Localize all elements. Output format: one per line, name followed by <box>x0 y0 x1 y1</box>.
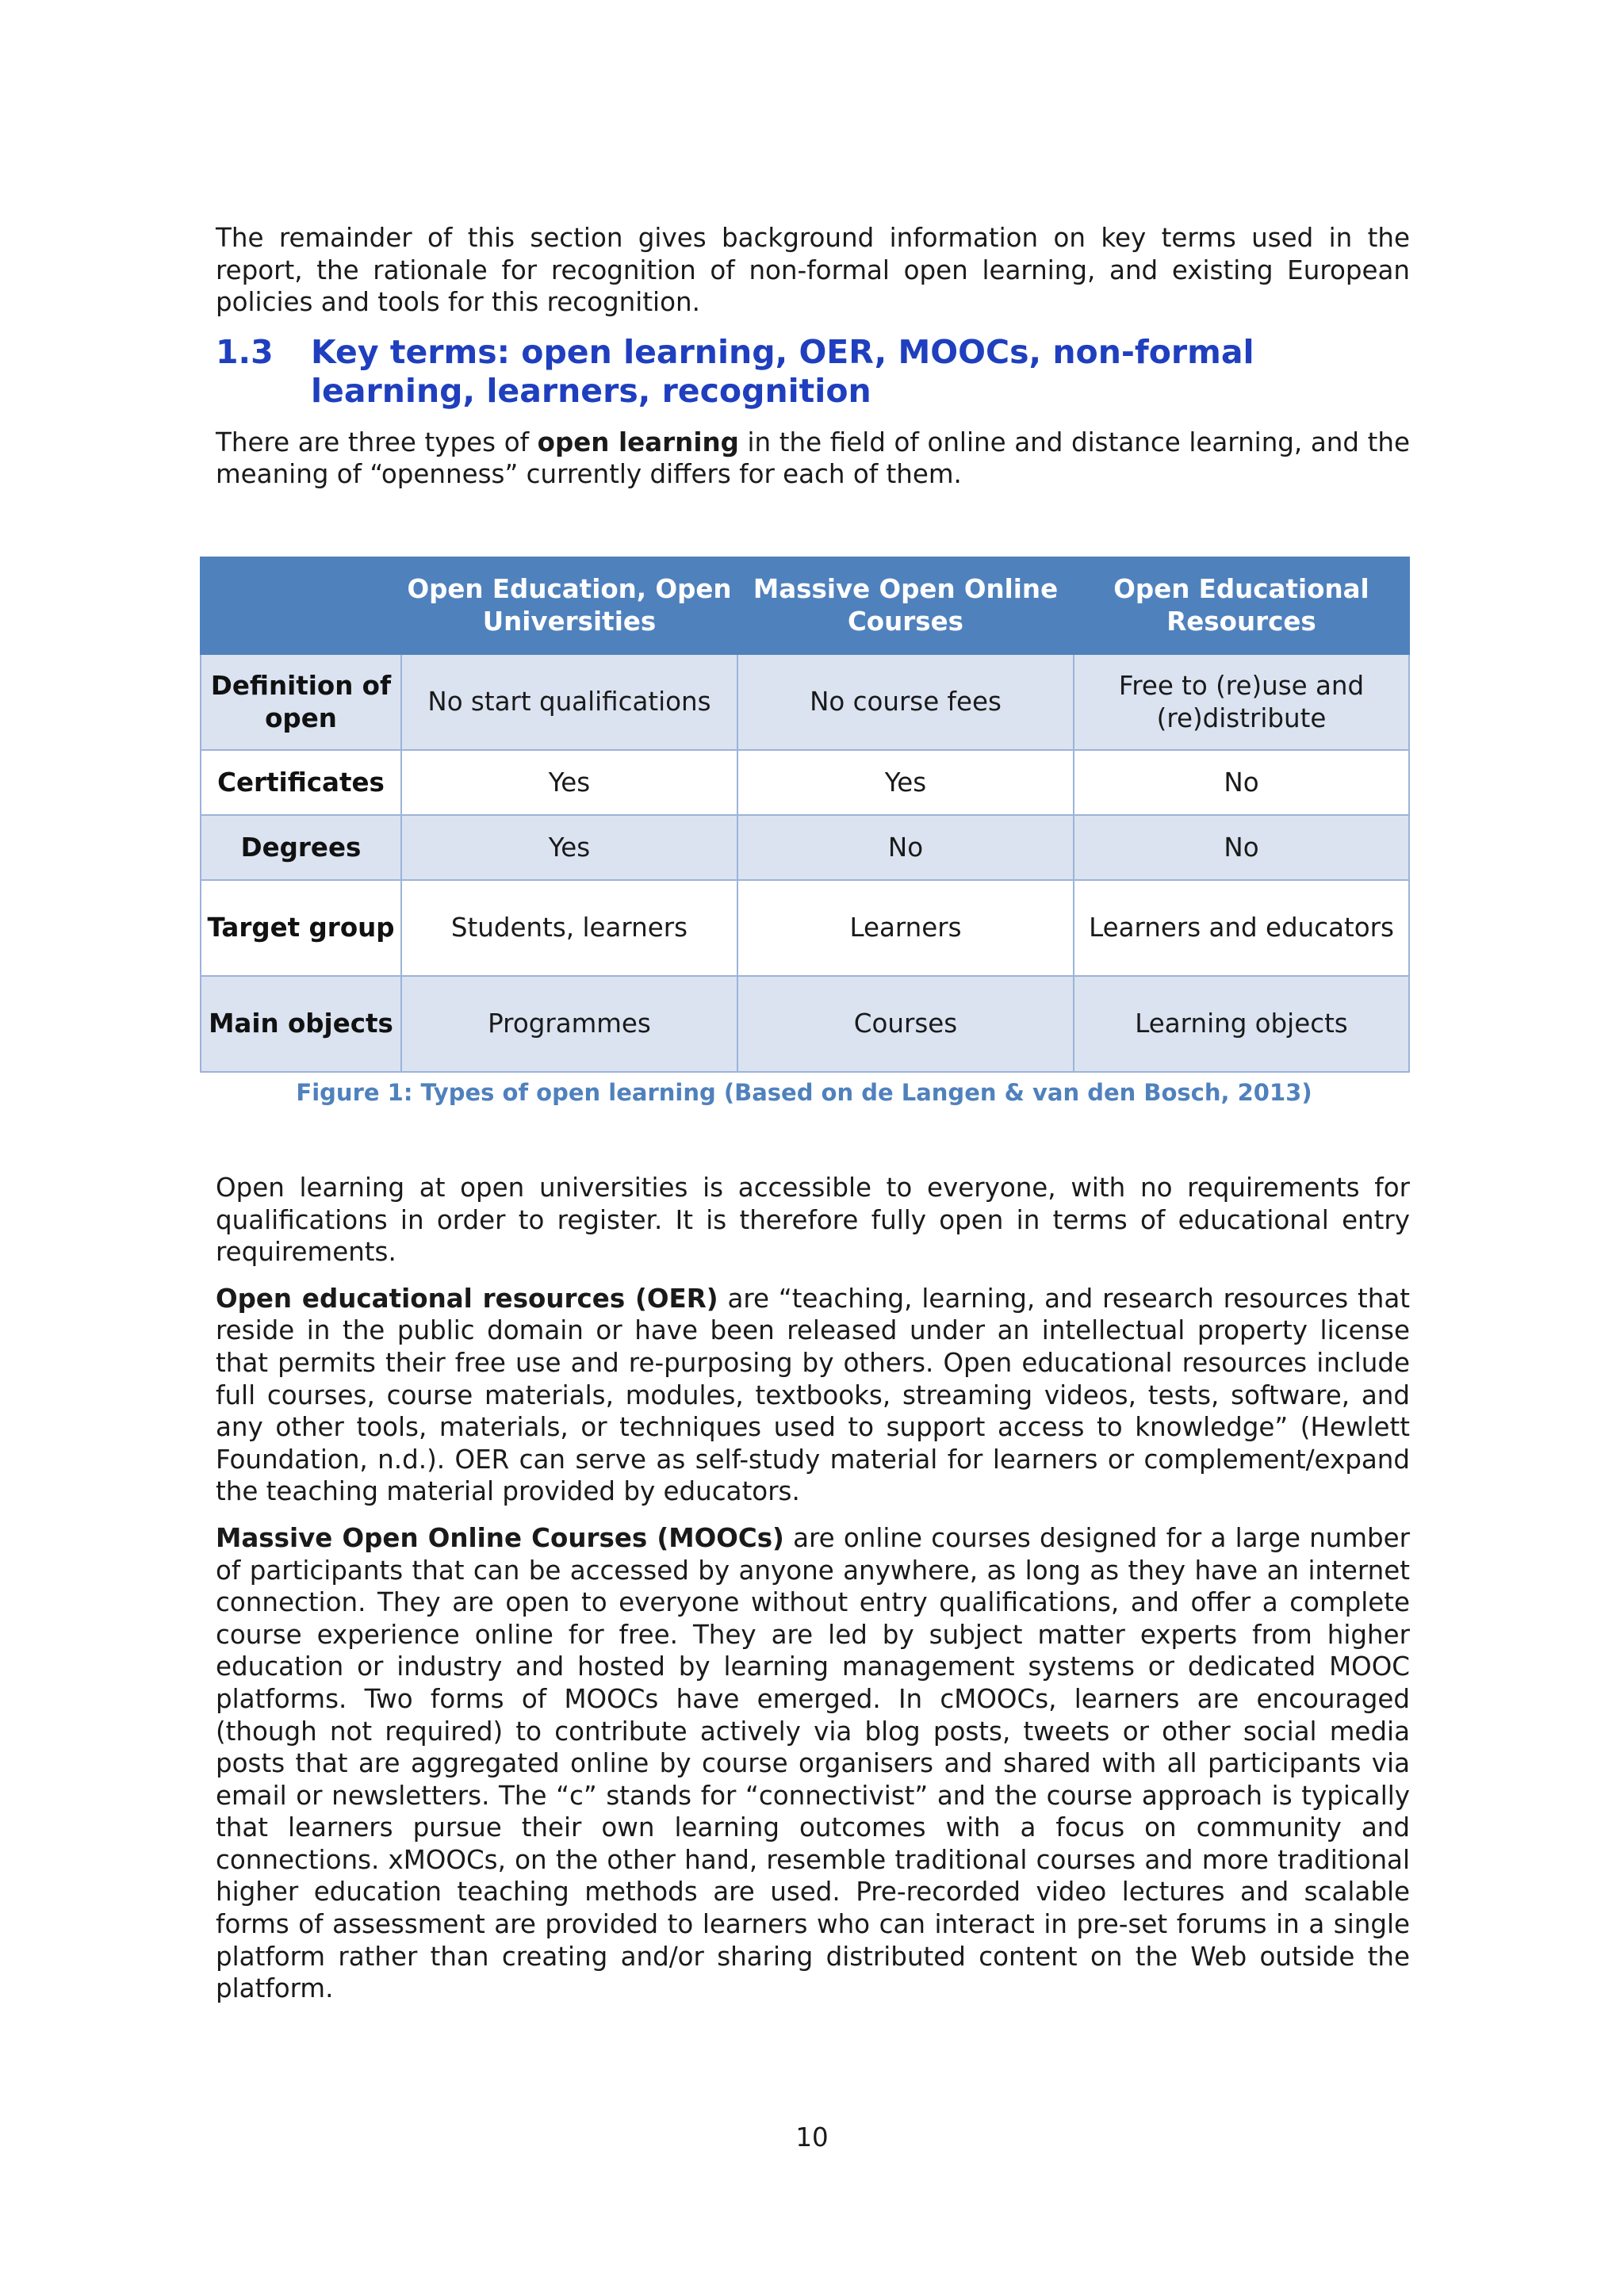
section-title: Key terms: open learning, OER, MOOCs, non-formal learning, learners, recognition <box>311 332 1254 410</box>
section-heading <box>216 333 1410 411</box>
table-row <box>201 976 1409 1072</box>
table-cell: Yes <box>401 750 737 815</box>
row-label: Target group <box>201 880 401 976</box>
intro-paragraph: The remainder of this section gives background information on key terms used in the report, the rationale for recognition of non-formal open learning, and existing European policies and tools for this recognition. <box>216 223 1410 318</box>
table-cell: Learning objects <box>1074 976 1409 1072</box>
term-oer: Open educational resources (OER) <box>216 1283 718 1314</box>
lead-text-before: There are three types of <box>216 427 538 457</box>
paragraph-oer <box>216 1283 1410 1508</box>
table-cell: No <box>1074 750 1409 815</box>
table-cell: Programmes <box>401 976 737 1072</box>
paragraph-moocs-text: are online courses designed for a large number of participants that can be accessed by anyone anywhere, as long as they have an internet connection. They are open to everyone without entry qualifications, and offer a complete course experience online for free. They are led by subject matter experts from higher education or industry and hosted by learning management systems or dedicated MOOC platforms. Two forms of MOOCs have emerged. In cMOOCs, learners are encouraged (though not required) to contribute actively via blog posts, tweets or other social media posts that are aggregated online by course organisers and shared with all participants via email or newsletters. The “c” stands for “connectivist” and the course approach is typically that learners pursue their own learning outcomes with a focus on community and connections. xMOOCs, on the other hand, resemble traditional courses and more traditional higher education teaching methods are used. Pre-recorded video lectures and scalable forms of assessment are provided to learners who can interact in pre-set forums in a single platform rather than creating and/or sharing distributed content on the Web outside the platform. <box>216 1522 1410 2004</box>
table-header-open-universities: Open Education, Open Universities <box>401 557 737 654</box>
lead-text-after: in the field of online and distance learning, and the meaning of “openness” currently differs for each of them. <box>216 427 1411 490</box>
paragraph-moocs <box>216 1522 1410 2005</box>
table-row <box>201 654 1409 750</box>
page-number: 10 <box>795 2122 829 2152</box>
table-cell: Courses <box>737 976 1074 1072</box>
table-header-row <box>201 557 1409 654</box>
table-row <box>201 815 1409 880</box>
table-cell: Free to (re)use and (re)distribute <box>1074 654 1409 750</box>
table-header-oer: Open Educational Resources <box>1074 557 1409 654</box>
row-label: Degrees <box>201 815 401 880</box>
table-cell: Learners and educators <box>1074 880 1409 976</box>
lead-bold-term: open learning <box>537 427 739 457</box>
table-cell: Yes <box>401 815 737 880</box>
paragraph-open-universities: Open learning at open universities is accessible to everyone, with no requirements for qualifications in order to register. It is therefore fully open in terms of educational entry requirements. <box>216 1173 1410 1268</box>
page-content <box>216 222 1410 491</box>
table-cell: No start qualifications <box>401 654 737 750</box>
table-cell: No <box>1074 815 1409 880</box>
open-learning-table <box>200 557 1410 1073</box>
table-cell: Yes <box>737 750 1074 815</box>
lead-paragraph <box>216 427 1410 491</box>
term-moocs: Massive Open Online Courses (MOOCs) <box>216 1522 784 1553</box>
row-label: Definition of open <box>201 654 401 750</box>
paragraph-oer-text: are “teaching, learning, and research resources that reside in the public domain or have been released under an intellectual property license that permits their free use and re-purposing by others. Open educational resources include full courses, course materials, modules, textbooks, streaming videos, tests, software, and any other tools, materials, or techniques used to support access to knowledge” (Hewlett Foundation, n.d.). OER can serve as self-study material for learners or complement/expand the teaching material provided by educators. <box>216 1283 1410 1507</box>
table-cell: No course fees <box>737 654 1074 750</box>
table-cell: No <box>737 815 1074 880</box>
body-text <box>216 1172 1410 2019</box>
table-header-moocs: Massive Open Online Courses <box>737 557 1074 654</box>
table-cell: Learners <box>737 880 1074 976</box>
row-label: Main objects <box>201 976 401 1072</box>
row-label: Certificates <box>201 750 401 815</box>
table-header-empty <box>201 557 401 654</box>
section-number: 1.3 <box>216 332 274 371</box>
table-row <box>201 880 1409 976</box>
table-cell: Students, learners <box>401 880 737 976</box>
figure-caption: Figure 1: Types of open learning (Based on de Langen & van den Bosch, 2013) <box>296 1079 1312 1106</box>
table-row <box>201 750 1409 815</box>
